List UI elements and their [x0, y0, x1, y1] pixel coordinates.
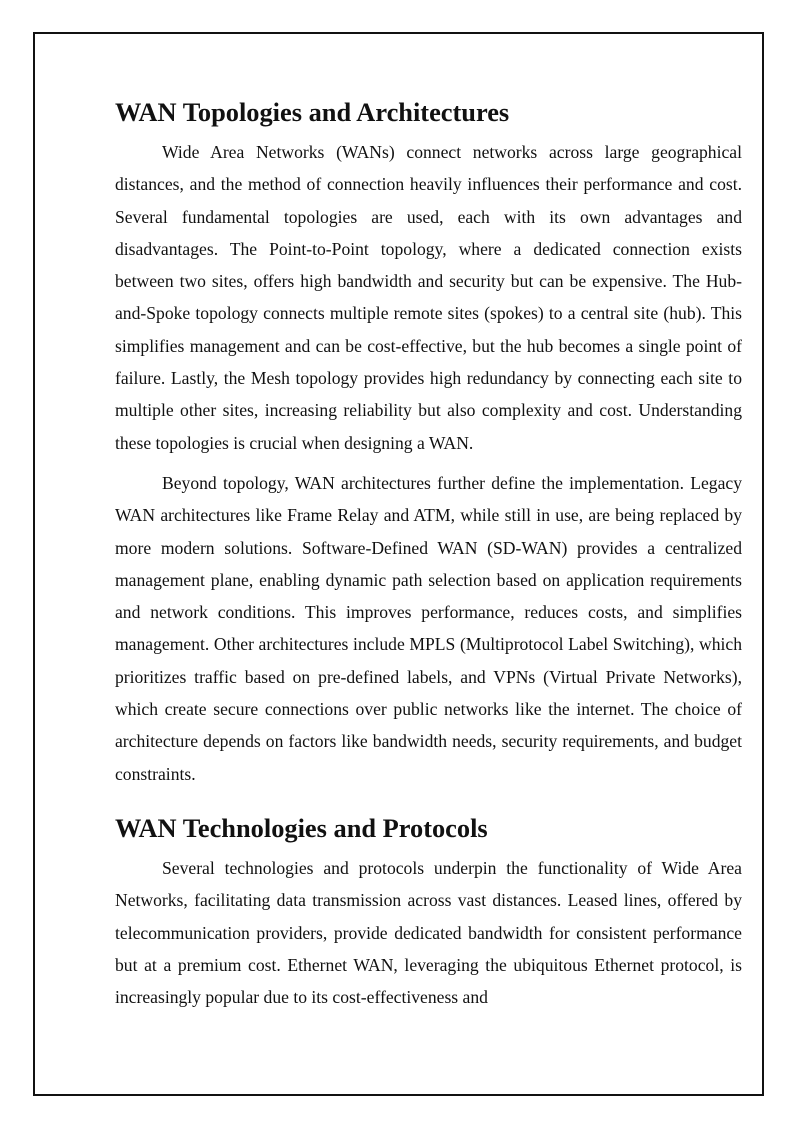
section-heading-topologies: WAN Topologies and Architectures — [115, 97, 510, 127]
paragraph-architectures: Beyond topology, WAN architectures further define the implementation. Legacy WAN architectures like Frame Relay and ATM, while still in use, are being replaced by more modern solutions. Software-Defined WAN (SD-WAN) provides a centralized management plane, enabling dynamic path selection based on application requirements and network conditions. This improves performance, reduces costs, and simplifies management. Other architectures include MPLS (Multiprotocol Label Switching), which prioritizes traffic based on pre-defined labels, and VPNs (Virtual Private Networks), which create secure connections over public networks like the internet. The choice of architecture depends on factors like bandwidth needs, security requirements, and budget constraints. — [115, 472, 742, 784]
paragraph-topologies-intro: Wide Area Networks (WANs) connect networks across large geographical distances, and the method of connection heavily influences their performance and cost. Several fundamental topologies are used, each with its own advantages and disadvantages. The Point-to-Point topology, where a dedicated connection exists between two sites, offers high bandwidth and security but can be expensive. The Hub-and-Spoke topology connects multiple remote sites (spokes) to a central site (hub). This simplifies management and can be cost-effective, but the hub becomes a single point of failure. Lastly, the Mesh topology provides high redundancy by connecting each site to multiple other sites, increasing reliability but also complexity and cost. Understanding these topologies is crucial when designing a WAN. — [115, 142, 742, 453]
section-heading-technologies: WAN Technologies and Protocols — [115, 812, 488, 843]
paragraph-technologies: Several technologies and protocols underpin the functionality of Wide Area Networks, facilitating data transmission across vast distances. Leased lines, offered by telecommunication providers, provide dedicated bandwidth for consistent performance but at a premium cost. Ethernet WAN, leveraging the ubiquitous Ethernet protocol, is increasingly popular due to its cost-effectiveness and — [115, 857, 742, 1008]
document-body — [115, 96, 742, 1021]
